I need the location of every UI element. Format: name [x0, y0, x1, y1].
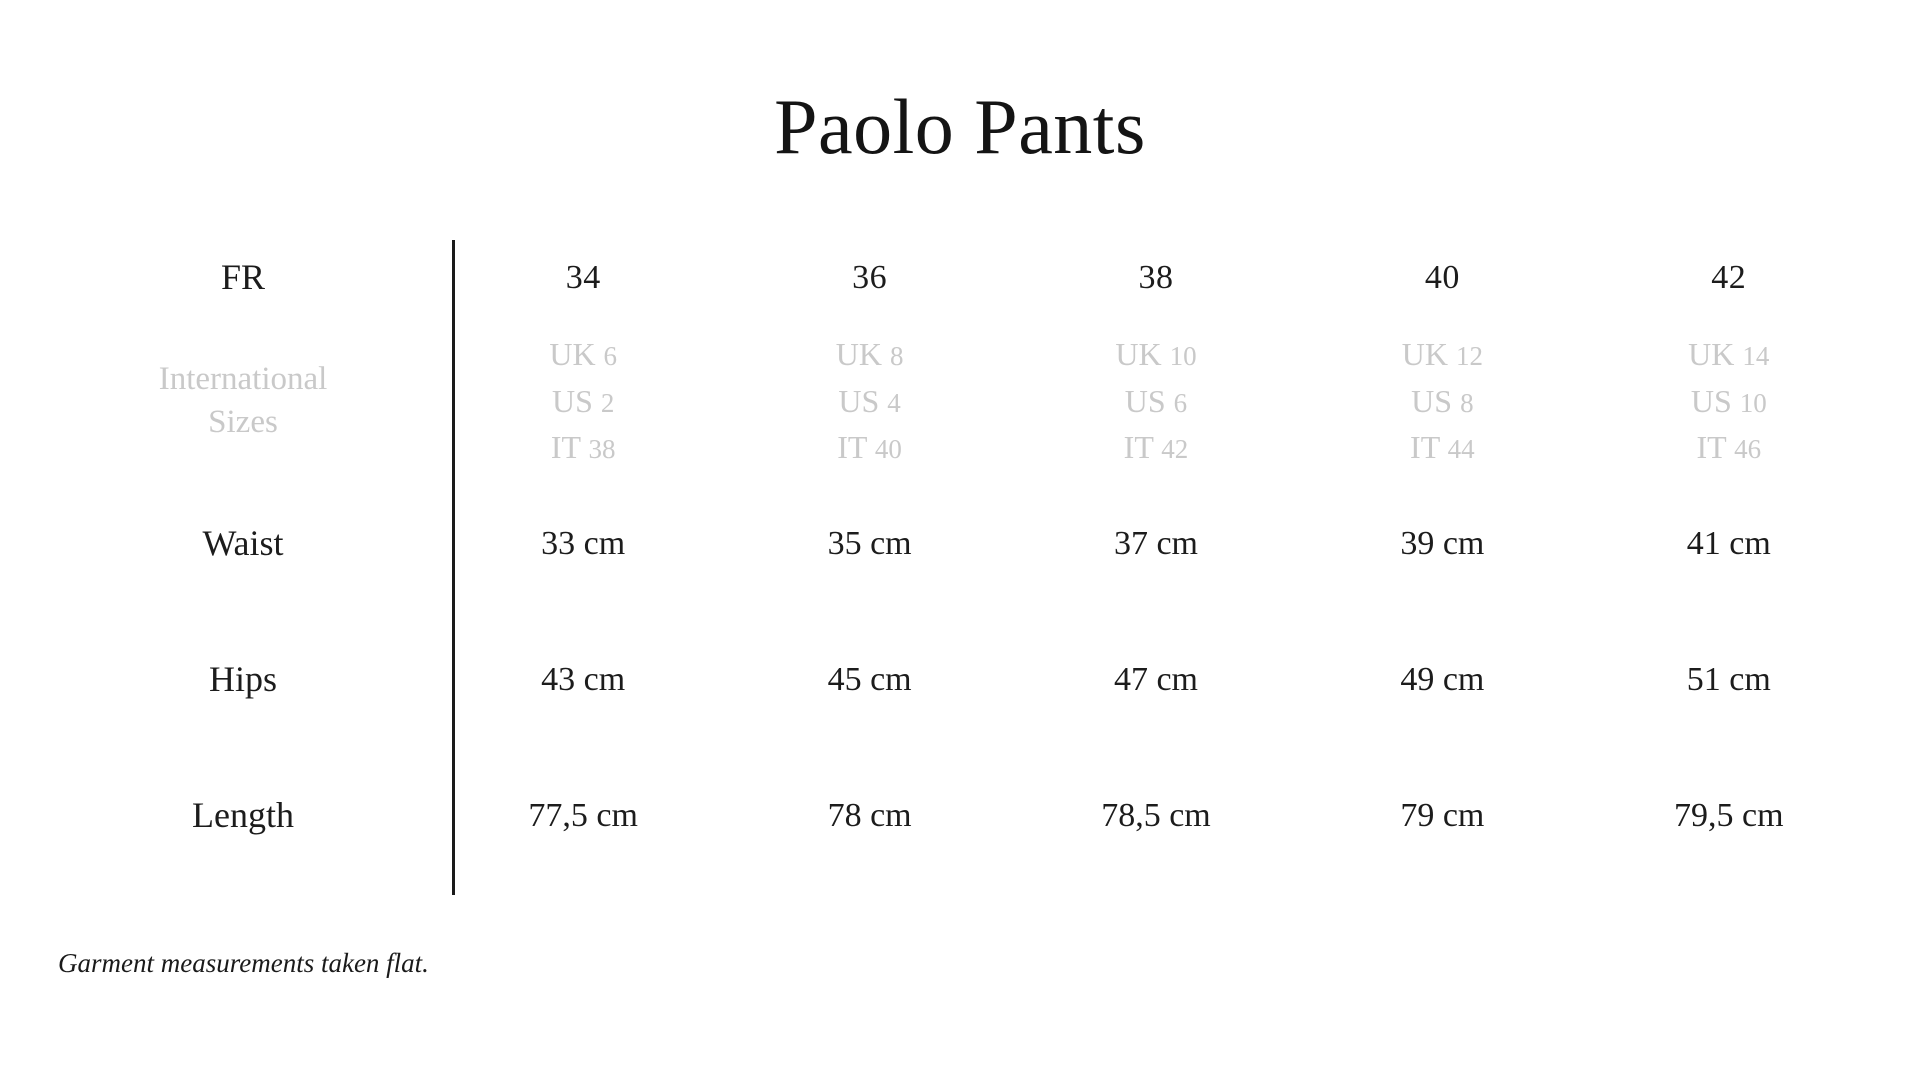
uk-value-1: 8 — [889, 341, 904, 372]
international-sizes-3 — [1299, 326, 1585, 476]
us-value-1: 4 — [887, 387, 901, 418]
us-size-line-3 — [1299, 378, 1585, 424]
uk-label-1: UK — [835, 336, 882, 373]
row-label-international-line2: Sizes — [208, 403, 278, 440]
uk-size-line-4 — [1586, 331, 1872, 377]
page-title: Paolo Pants — [774, 83, 1146, 170]
it-label-4: IT — [1696, 428, 1727, 465]
it-value-4: 46 — [1734, 433, 1762, 464]
it-value-2: 42 — [1161, 433, 1189, 464]
hips-value-2: 47 cm — [1113, 660, 1198, 698]
row-label-fr: FR — [220, 257, 266, 298]
it-size-line-4 — [1586, 424, 1872, 470]
vertical-divider — [452, 240, 455, 895]
waist-value-3: 39 cm — [1400, 524, 1485, 562]
uk-size-line-2 — [1013, 331, 1299, 377]
uk-value-3: 12 — [1455, 341, 1483, 372]
international-sizes-0 — [440, 326, 726, 476]
waist-value-4: 41 cm — [1686, 524, 1771, 562]
row-label-length: Length — [192, 795, 294, 836]
uk-value-2: 10 — [1169, 341, 1197, 372]
it-size-line-3 — [1299, 424, 1585, 470]
table-row-fr — [48, 230, 1872, 326]
size-table-container — [0, 230, 1920, 884]
length-value-0: 77,5 cm — [528, 796, 638, 834]
hips-value-3: 49 cm — [1400, 660, 1485, 698]
international-sizes-4 — [1586, 326, 1872, 476]
footnote: Garment measurements taken flat. — [58, 948, 429, 978]
hips-value-4: 51 cm — [1686, 660, 1771, 698]
it-size-line-2 — [1013, 424, 1299, 470]
table-row-waist — [48, 476, 1872, 612]
us-size-line-0 — [440, 378, 726, 424]
it-size-line-0 — [440, 424, 726, 470]
uk-label-0: UK — [549, 336, 596, 373]
uk-size-line-3 — [1299, 331, 1585, 377]
uk-value-4: 14 — [1742, 341, 1770, 372]
it-value-0: 38 — [588, 433, 616, 464]
us-label-2: US — [1124, 382, 1166, 419]
it-value-1: 40 — [874, 433, 902, 464]
table-row-length — [48, 748, 1872, 884]
international-sizes-1 — [726, 326, 1012, 476]
us-label-1: US — [838, 382, 880, 419]
waist-value-1: 35 cm — [827, 524, 912, 562]
international-sizes-2 — [1013, 326, 1299, 476]
uk-size-line-1 — [726, 331, 1012, 377]
it-value-3: 44 — [1447, 433, 1475, 464]
us-value-2: 6 — [1173, 387, 1188, 418]
it-size-line-1 — [726, 424, 1012, 470]
fr-size-3: 40 — [1424, 258, 1460, 296]
us-size-line-4 — [1586, 378, 1872, 424]
waist-value-2: 37 cm — [1113, 524, 1198, 562]
uk-label-4: UK — [1688, 336, 1735, 373]
fr-size-2: 38 — [1138, 258, 1174, 296]
it-label-2: IT — [1123, 428, 1154, 465]
it-label-1: IT — [837, 428, 867, 465]
us-size-line-1 — [726, 378, 1012, 424]
fr-size-1: 36 — [852, 258, 888, 296]
length-value-2: 78,5 cm — [1101, 796, 1211, 834]
length-value-4: 79,5 cm — [1674, 796, 1784, 834]
row-label-international — [48, 326, 438, 476]
uk-value-0: 6 — [603, 341, 618, 372]
row-label-waist: Waist — [202, 523, 284, 564]
hips-value-0: 43 cm — [541, 660, 626, 698]
uk-label-3: UK — [1401, 336, 1448, 373]
us-value-0: 2 — [600, 387, 615, 418]
us-value-3: 8 — [1460, 387, 1474, 418]
table-row-international — [48, 326, 1872, 476]
row-label-international-line1: International — [158, 360, 328, 397]
length-value-1: 78 cm — [827, 796, 912, 834]
fr-size-4: 42 — [1711, 258, 1747, 296]
us-label-4: US — [1690, 382, 1732, 419]
it-label-3: IT — [1410, 428, 1440, 465]
it-label-0: IT — [550, 428, 581, 465]
us-value-4: 10 — [1739, 387, 1767, 418]
us-label-0: US — [551, 382, 593, 419]
size-table — [48, 230, 1872, 884]
fr-size-0: 34 — [565, 258, 601, 296]
row-label-hips: Hips — [208, 659, 277, 700]
hips-value-1: 45 cm — [827, 660, 912, 698]
waist-value-0: 33 cm — [541, 524, 626, 562]
uk-size-line-0 — [440, 331, 726, 377]
length-value-3: 79 cm — [1400, 796, 1485, 834]
us-size-line-2 — [1013, 378, 1299, 424]
uk-label-2: UK — [1115, 336, 1162, 373]
table-row-hips — [48, 612, 1872, 748]
us-label-3: US — [1411, 382, 1453, 419]
